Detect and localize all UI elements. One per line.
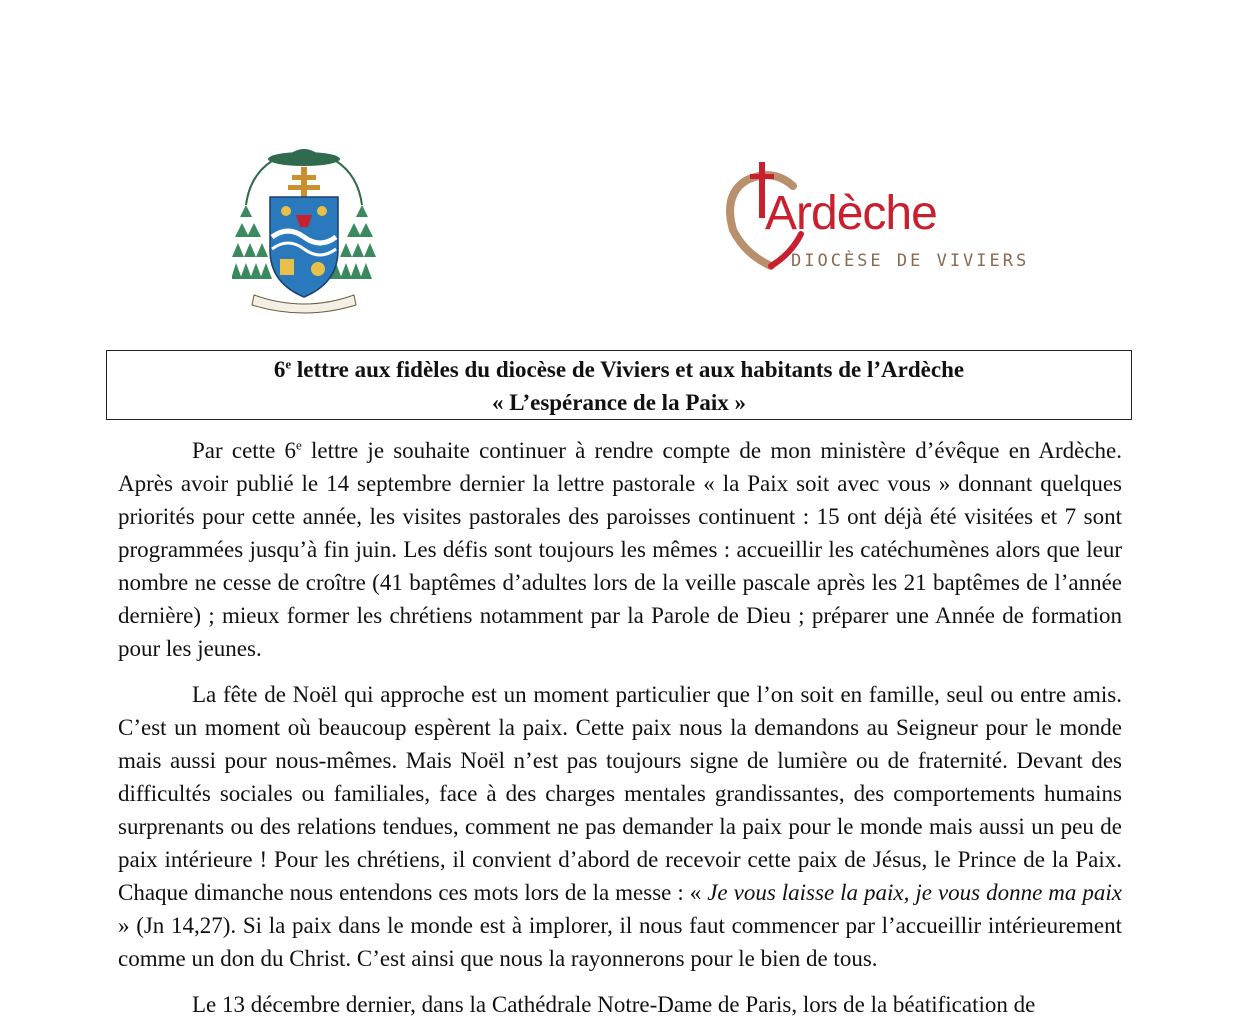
paragraph-2-start: La fête de Noël qui approche est un moment particulier que l’on soit en famille, seul ou entre amis. C’est un moment où beaucoup espèrent la paix. Cette paix nous la demandons au Seigneur pour le monde mais aussi pour nous-mêmes. Mais Noël n’est pas toujours signe de lumière ou de fraternité. Devant des difficultés sociales ou familiales, face à des charges mentales grandissantes, des comportements humains surprenants ou des relations tendues, comment ne pas demander la paix pour le monde mais aussi un peu de paix intérieure ! Pour les chrétiens, il convient d’abord de recevoir cette paix de Jésus, le Prince de la Paix. Chaque dimanche nous entendons ces mots lors de la messe : « (118, 682, 1122, 905)
title-text: lettre aux fidèles du diocèse de Viviers et aux habitants de l’Ardèche (291, 357, 965, 382)
paragraph-1-sup: e (295, 437, 302, 453)
letter-title-box (106, 350, 1132, 420)
paragraph-1-start: Par cette 6 (192, 438, 296, 463)
gospel-quote: Je vous laisse la paix, je vous donne ma paix (707, 880, 1122, 905)
letter-title-line1 (107, 353, 1131, 386)
paragraph-2-rest: » (Jn 14,27). Si la paix dans le monde est à implorer, il nous faut commencer par l’accueillir intérieurement comme un don du Christ. C’est ainsi que nous la rayonnerons pour le bien de tous. (118, 913, 1122, 971)
letter-body (118, 434, 1122, 1034)
coat-of-arms-icon (232, 145, 377, 320)
logo-subtitle: DIOCÈSE DE VIVIERS (791, 251, 1030, 271)
diocese-logo (715, 158, 1030, 283)
title-ordinal-sup: e (285, 356, 292, 372)
episcopal-coat-of-arms (232, 145, 377, 320)
letter-title-line2: « L’espérance de la Paix » (491, 390, 747, 415)
paragraph-2 (118, 678, 1122, 975)
paragraph-1 (118, 434, 1122, 665)
paragraph-3: Le 13 décembre dernier, dans la Cathédrale Notre-Dame de Paris, lors de la béatification de (192, 992, 1036, 1017)
title-ordinal: 6 (273, 357, 286, 382)
paragraph-1-rest: lettre je souhaite continuer à rendre compte de mon ministère d’évêque en Ardèche. Après avoir publié le 14 septembre dernier la lettre pastorale « la Paix soit avec vous » donnant quelques priorités pour cette année, les visites pastorales des paroisses continuent : 15 ont déjà été visitées et 7 sont programmées jusqu’à fin juin. Les défis sont toujours les mêmes : accueillir les catéchumènes alors que leur nombre ne cesse de croître (41 baptêmes d’adultes lors de la veille pascale après les 21 baptêmes de l’année dernière) ; mieux former les chrétiens notamment par la Parole de Dieu ; préparer une Année de formation pour les jeunes. (118, 438, 1122, 661)
logo-wordmark: Ardèche (765, 187, 937, 240)
